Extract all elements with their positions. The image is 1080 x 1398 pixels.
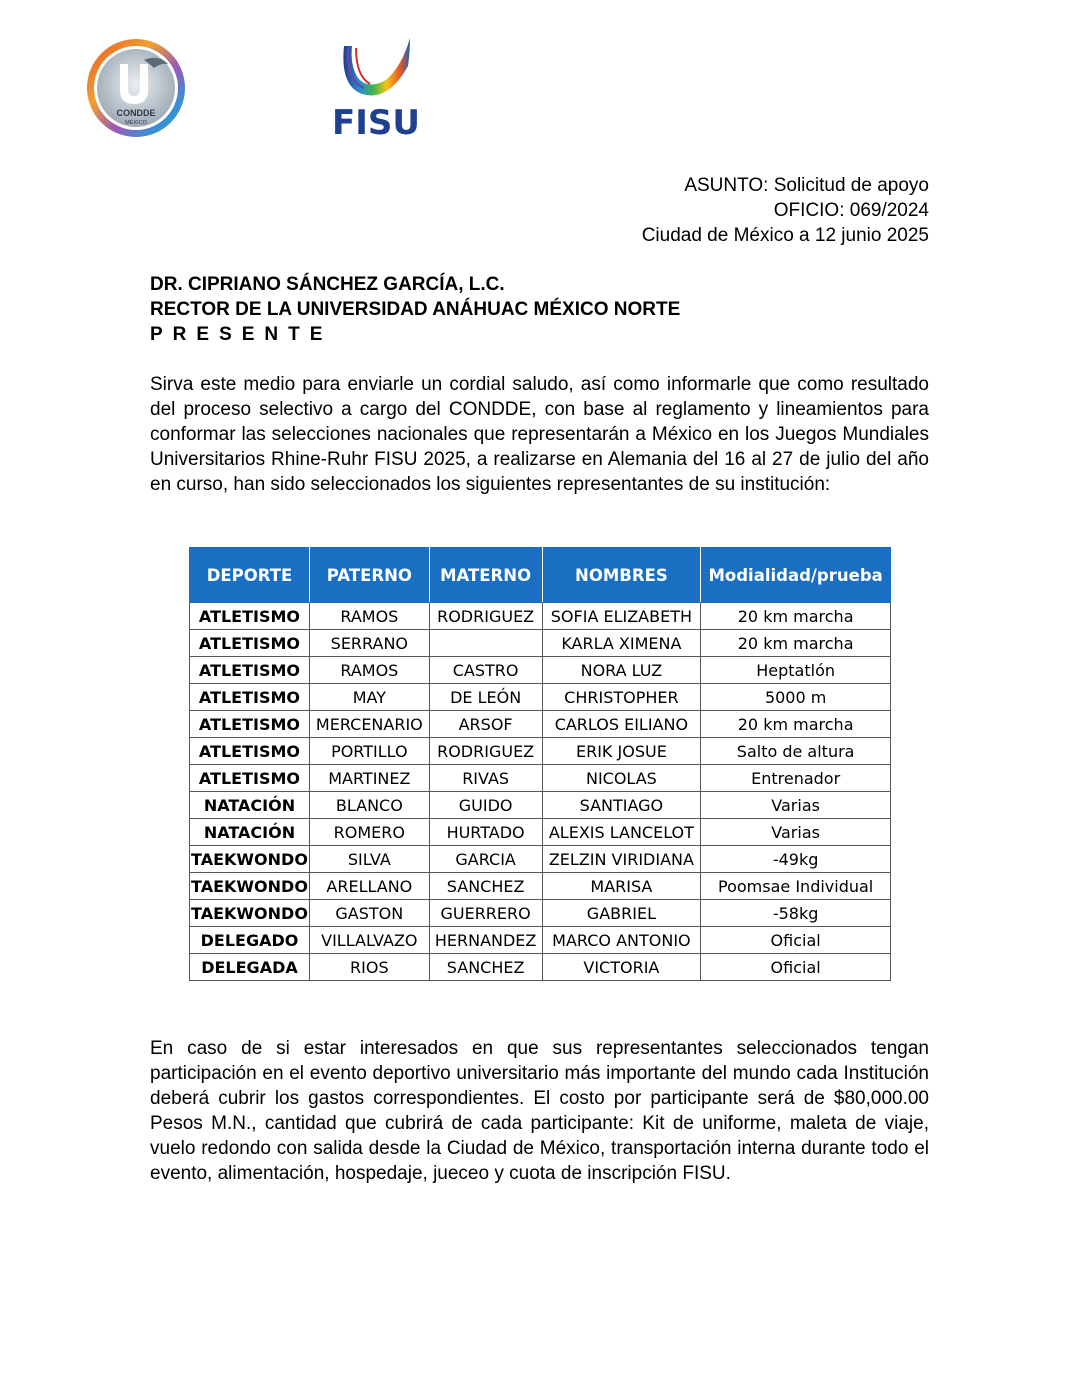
addressee-name: DR. CIPRIANO SÁNCHEZ GARCÍA, L.C. <box>150 274 505 295</box>
table-header-row <box>190 548 891 603</box>
cell-modalidad: Oficial <box>701 927 891 954</box>
cell-materno: CASTRO <box>429 657 542 684</box>
cell-modalidad: Varias <box>701 819 891 846</box>
cell-paterno: BLANCO <box>309 792 429 819</box>
cell-materno <box>429 630 542 657</box>
cell-deporte: TAEKWONDO <box>190 900 310 927</box>
fisu-logo <box>318 36 434 140</box>
cell-deporte: DELEGADA <box>190 954 310 981</box>
cell-deporte: ATLETISMO <box>190 738 310 765</box>
table-row <box>190 738 891 765</box>
cell-materno: RODRIGUEZ <box>429 603 542 630</box>
cell-materno: GARCIA <box>429 846 542 873</box>
date-line: Ciudad de México a 12 junio 2025 <box>641 225 929 246</box>
table-row <box>190 873 891 900</box>
cell-paterno: MARTINEZ <box>309 765 429 792</box>
cell-modalidad: -58kg <box>701 900 891 927</box>
cell-deporte: TAEKWONDO <box>190 873 310 900</box>
cell-materno: ARSOF <box>429 711 542 738</box>
cell-paterno: RIOS <box>309 954 429 981</box>
header-paterno: PATERNO <box>309 548 429 603</box>
cell-paterno: ARELLANO <box>309 873 429 900</box>
cell-paterno: SERRANO <box>309 630 429 657</box>
cell-deporte: TAEKWONDO <box>190 846 310 873</box>
cell-nombres: CARLOS EILIANO <box>542 711 701 738</box>
cell-modalidad: 5000 m <box>701 684 891 711</box>
cell-nombres: MARCO ANTONIO <box>542 927 701 954</box>
cell-deporte: ATLETISMO <box>190 657 310 684</box>
cell-materno: HURTADO <box>429 819 542 846</box>
cell-deporte: ATLETISMO <box>190 684 310 711</box>
condde-logo-text: CONDDE <box>116 108 156 118</box>
addressee-title: RECTOR DE LA UNIVERSIDAD ANÁHUAC MÉXICO NORTE <box>150 299 681 320</box>
cell-nombres: ALEXIS LANCELOT <box>542 819 701 846</box>
cell-nombres: SANTIAGO <box>542 792 701 819</box>
table-row <box>190 765 891 792</box>
cell-paterno: VILLALVAZO <box>309 927 429 954</box>
cell-modalidad: -49kg <box>701 846 891 873</box>
letter-header <box>642 173 929 248</box>
addressee-block <box>150 272 680 347</box>
table-row <box>190 684 891 711</box>
cell-materno: SANCHEZ <box>429 873 542 900</box>
cell-paterno: PORTILLO <box>309 738 429 765</box>
condde-logo <box>84 36 188 140</box>
closing-paragraph: En caso de si estar interesados en que sus representantes seleccionados tengan participación en el evento deportivo universitario más importante del mundo cada Institución deberá cubrir los gastos correspondientes. El costo por participante será de $80,000.00 Pesos M.N., cantidad que cubrirá de cada participante: Kit de uniforme, maleta de viaje, vuelo redondo con salida desde la Ciudad de México, transportación interna durante todo el evento, alimentación, hospedaje, jueceo y cuota de inscripción FISU. <box>150 1038 929 1184</box>
cell-nombres: VICTORIA <box>542 954 701 981</box>
cell-nombres: KARLA XIMENA <box>542 630 701 657</box>
cell-nombres: GABRIEL <box>542 900 701 927</box>
table-row <box>190 792 891 819</box>
cell-deporte: NATACIÓN <box>190 792 310 819</box>
cell-materno: GUERRERO <box>429 900 542 927</box>
cell-nombres: CHRISTOPHER <box>542 684 701 711</box>
header-modalidad: Modialidad/prueba <box>701 548 891 603</box>
cell-nombres: ZELZIN VIRIDIANA <box>542 846 701 873</box>
table-row <box>190 630 891 657</box>
cell-nombres: ERIK JOSUE <box>542 738 701 765</box>
cell-deporte: NATACIÓN <box>190 819 310 846</box>
cell-paterno: MAY <box>309 684 429 711</box>
header-nombres: NOMBRES <box>542 548 701 603</box>
cell-materno: GUIDO <box>429 792 542 819</box>
header-materno: MATERNO <box>429 548 542 603</box>
presente-line: PRESENTE <box>150 324 333 345</box>
cell-deporte: ATLETISMO <box>190 765 310 792</box>
table-row <box>190 657 891 684</box>
cell-deporte: ATLETISMO <box>190 711 310 738</box>
cell-modalidad: 20 km marcha <box>701 603 891 630</box>
table-row <box>190 900 891 927</box>
cell-materno: DE LEÓN <box>429 684 542 711</box>
cell-paterno: GASTON <box>309 900 429 927</box>
cell-paterno: MERCENARIO <box>309 711 429 738</box>
cell-deporte: ATLETISMO <box>190 630 310 657</box>
header-deporte: DEPORTE <box>190 548 310 603</box>
table-row <box>190 711 891 738</box>
table-row <box>190 603 891 630</box>
cell-modalidad: Poomsae Individual <box>701 873 891 900</box>
fisu-logo-text: FISU <box>332 103 420 140</box>
cell-modalidad: Heptatlón <box>701 657 891 684</box>
cell-materno: HERNANDEZ <box>429 927 542 954</box>
table-row <box>190 846 891 873</box>
cell-nombres: NORA LUZ <box>542 657 701 684</box>
cell-materno: RIVAS <box>429 765 542 792</box>
cell-materno: RODRIGUEZ <box>429 738 542 765</box>
cell-modalidad: 20 km marcha <box>701 711 891 738</box>
cell-modalidad: Salto de altura <box>701 738 891 765</box>
asunto-line: ASUNTO: Solicitud de apoyo <box>684 175 929 196</box>
table-row <box>190 819 891 846</box>
cell-nombres: SOFIA ELIZABETH <box>542 603 701 630</box>
cell-nombres: MARISA <box>542 873 701 900</box>
cell-modalidad: Oficial <box>701 954 891 981</box>
cell-paterno: RAMOS <box>309 657 429 684</box>
cell-deporte: DELEGADO <box>190 927 310 954</box>
table-row <box>190 954 891 981</box>
cell-materno: SANCHEZ <box>429 954 542 981</box>
cell-paterno: RAMOS <box>309 603 429 630</box>
cell-nombres: NICOLAS <box>542 765 701 792</box>
intro-paragraph: Sirva este medio para enviarle un cordial saludo, así como informarle que como resultado del proceso selectivo a cargo del CONDDE, con base al reglamento y lineamientos para conformar las selecciones nacionales que representarán a México en los Juegos Mundiales Universitarios Rhine-Ruhr FISU 2025, a realizarse en Alemania del 16 al 27 de julio del año en curso, han sido seleccionados los siguientes representantes de su institución: <box>150 374 929 495</box>
cell-modalidad: Varias <box>701 792 891 819</box>
cell-modalidad: Entrenador <box>701 765 891 792</box>
cell-deporte: ATLETISMO <box>190 603 310 630</box>
cell-paterno: ROMERO <box>309 819 429 846</box>
condde-logo-subtext: MÉXICO <box>125 120 147 126</box>
oficio-line: OFICIO: 069/2024 <box>773 200 929 221</box>
table-row <box>190 927 891 954</box>
cell-paterno: SILVA <box>309 846 429 873</box>
cell-modalidad: 20 km marcha <box>701 630 891 657</box>
selected-athletes-table <box>189 547 891 981</box>
